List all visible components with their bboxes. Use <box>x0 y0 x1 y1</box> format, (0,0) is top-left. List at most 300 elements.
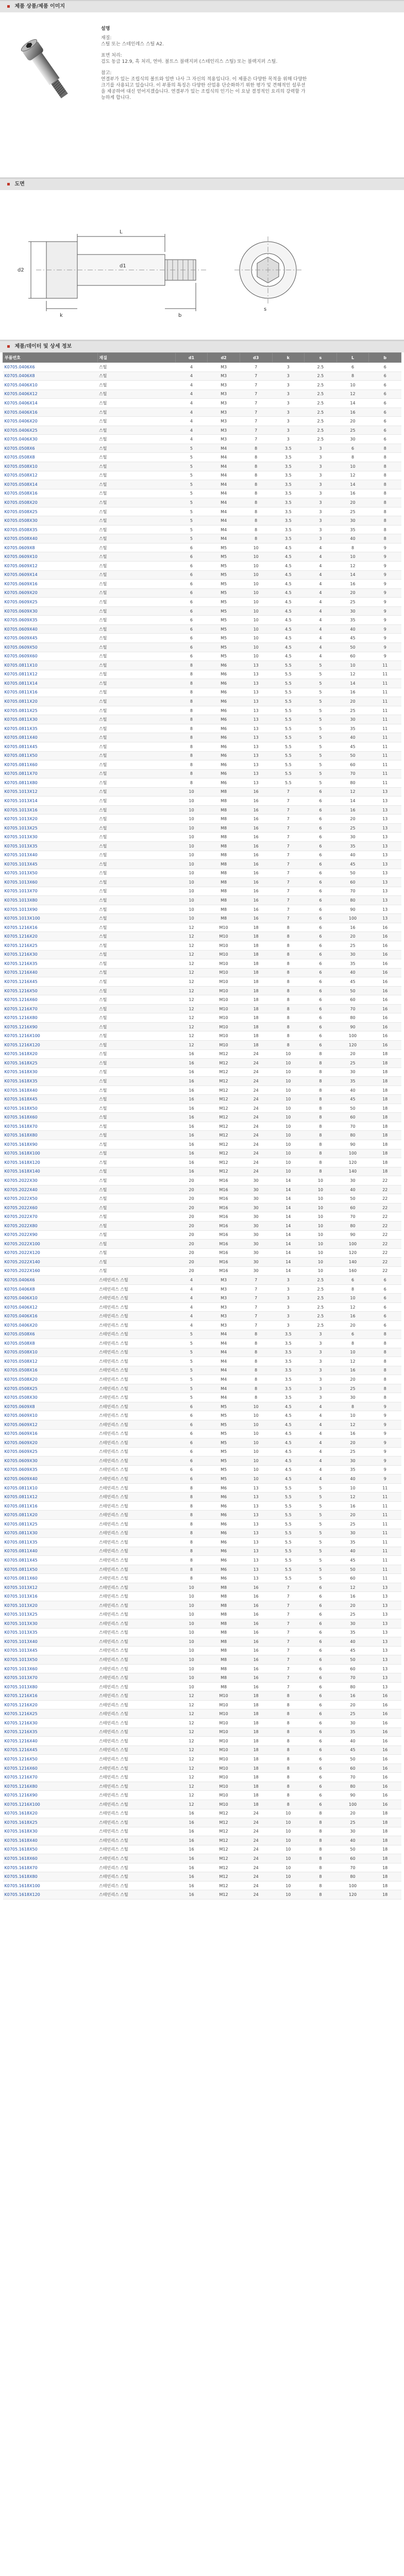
cell-l: 20 <box>336 1320 369 1330</box>
cell-part-no[interactable]: K0705.0811X60 <box>3 1574 98 1583</box>
cell-part-no[interactable]: K0705.1216X40 <box>3 1737 98 1746</box>
cell-s: 8 <box>305 1809 337 1818</box>
cell-s: 8 <box>305 1113 337 1122</box>
cell-part-no[interactable]: K0705.1216X45 <box>3 977 98 987</box>
cell-l: 25 <box>336 1384 369 1393</box>
cell-part-no[interactable]: K0705.0406X6 <box>3 1276 98 1285</box>
cell-material: 스틸 <box>97 878 175 887</box>
cell-part-no[interactable]: K0705.0811X12 <box>3 670 98 679</box>
cell-part-no[interactable]: K0705.0406X8 <box>3 1284 98 1294</box>
cell-l: 10 <box>336 1348 369 1357</box>
cell-part-no[interactable]: K0705.1013X16 <box>3 1592 98 1601</box>
cell-part-no[interactable]: K0705.0811X25 <box>3 1520 98 1529</box>
table-row <box>3 1845 401 1854</box>
cell-part-no[interactable]: K0705.1618X40 <box>3 1836 98 1845</box>
cell-d2: M10 <box>208 1719 240 1728</box>
cell-part-no[interactable]: K0705.0508X25 <box>3 507 98 516</box>
cell-part-no[interactable]: K0705.0609X12 <box>3 562 98 571</box>
cell-l: 30 <box>336 950 369 959</box>
cell-part-no[interactable]: K0705.1216X80 <box>3 1782 98 1791</box>
cell-part-no[interactable]: K0705.1618X120 <box>3 1890 98 1900</box>
cell-part-no[interactable]: K0705.0609X25 <box>3 1447 98 1456</box>
cell-d1: 8 <box>175 733 208 742</box>
cell-part-no[interactable]: K0705.2022X80 <box>3 1221 98 1230</box>
cell-part-no[interactable]: K0705.0508X40 <box>3 534 98 544</box>
cell-k: 4.5 <box>272 1420 305 1429</box>
cell-d1: 6 <box>175 1475 208 1484</box>
cell-part-no[interactable]: K0705.1618X70 <box>3 1122 98 1131</box>
cell-part-no[interactable]: K0705.0609X25 <box>3 598 98 607</box>
cell-l: 50 <box>336 986 369 995</box>
cell-part-no[interactable]: K0705.1618X90 <box>3 1140 98 1149</box>
cell-part-no[interactable]: K0705.0609X8 <box>3 543 98 552</box>
cell-part-no[interactable]: K0705.1216X45 <box>3 1745 98 1755</box>
cell-b: 8 <box>369 489 401 498</box>
cell-d1: 6 <box>175 570 208 580</box>
cell-part-no[interactable]: K0705.1618X120 <box>3 1158 98 1167</box>
cell-b: 13 <box>369 1601 401 1610</box>
cell-part-no[interactable]: K0705.0609X10 <box>3 552 98 562</box>
cell-part-no[interactable]: K0705.0406X12 <box>3 1302 98 1312</box>
cell-s: 6 <box>305 1737 337 1746</box>
cell-part-no[interactable]: K0705.1618X20 <box>3 1049 98 1059</box>
cell-part-no[interactable]: K0705.1013X45 <box>3 1646 98 1655</box>
cell-b: 6 <box>369 1302 401 1312</box>
cell-part-no[interactable]: K0705.1013X12 <box>3 1583 98 1592</box>
cell-part-no[interactable]: K0705.0811X35 <box>3 1538 98 1547</box>
cell-d1: 6 <box>175 1447 208 1456</box>
cell-l: 12 <box>336 562 369 571</box>
cell-part-no[interactable]: K0705.0508X8 <box>3 1339 98 1348</box>
cell-d3: 13 <box>240 715 272 724</box>
cell-part-no[interactable]: K0705.1013X40 <box>3 1637 98 1647</box>
cell-part-no[interactable]: K0705.1013X80 <box>3 896 98 905</box>
cell-d1: 10 <box>175 1619 208 1629</box>
cell-part-no[interactable]: K0705.0406X20 <box>3 1320 98 1330</box>
cell-k: 8 <box>272 1719 305 1728</box>
cell-l: 30 <box>336 1827 369 1836</box>
cell-k: 7 <box>272 1637 305 1647</box>
cell-part-no[interactable]: K0705.0406X6 <box>3 363 98 372</box>
cell-b: 9 <box>369 652 401 661</box>
cell-part-no[interactable]: K0705.1013X30 <box>3 1619 98 1629</box>
cell-part-no[interactable]: K0705.1216X80 <box>3 1013 98 1023</box>
cell-part-no[interactable]: K0705.0406X16 <box>3 408 98 417</box>
cell-part-no[interactable]: K0705.2022X40 <box>3 1185 98 1194</box>
cell-part-no[interactable]: K0705.1013X60 <box>3 1664 98 1673</box>
cell-d2: M6 <box>208 1565 240 1574</box>
cell-part-no[interactable]: K0705.1618X140 <box>3 1167 98 1176</box>
cell-part-no[interactable]: K0705.0508X10 <box>3 1348 98 1357</box>
cell-part-no[interactable]: K0705.1216X25 <box>3 941 98 951</box>
cell-part-no[interactable]: K0705.0609X12 <box>3 1420 98 1429</box>
cell-d1: 16 <box>175 1113 208 1122</box>
cell-part-no[interactable]: K0705.0811X14 <box>3 679 98 688</box>
cell-part-no[interactable]: K0705.1216X90 <box>3 1791 98 1800</box>
cell-part-no[interactable]: K0705.1216X60 <box>3 995 98 1005</box>
cell-part-no[interactable]: K0705.1216X20 <box>3 1700 98 1709</box>
cell-part-no[interactable]: K0705.2022X70 <box>3 1212 98 1222</box>
cell-d1: 10 <box>175 851 208 860</box>
cell-part-no[interactable]: K0705.0406X10 <box>3 1294 98 1303</box>
cell-s: 4 <box>305 580 337 589</box>
cell-d3: 13 <box>240 670 272 679</box>
cell-b: 9 <box>369 543 401 552</box>
cell-part-no[interactable]: K0705.1216X120 <box>3 1041 98 1050</box>
cell-k: 7 <box>272 1619 305 1629</box>
cell-b: 18 <box>369 1059 401 1068</box>
cell-d3: 13 <box>240 1556 272 1565</box>
cell-k: 3.5 <box>272 516 305 526</box>
cell-part-no[interactable]: K0705.0609X30 <box>3 1456 98 1466</box>
cell-material: 스테인리스 스틸 <box>97 1890 175 1900</box>
cell-part-no[interactable]: K0705.0406X30 <box>3 435 98 444</box>
cell-part-no[interactable]: K0705.2022X60 <box>3 1203 98 1212</box>
cell-part-no[interactable]: K0705.1618X45 <box>3 1095 98 1104</box>
cell-part-no[interactable]: K0705.0609X14 <box>3 570 98 580</box>
cell-part-no[interactable]: K0705.0811X12 <box>3 1493 98 1502</box>
cell-d3: 13 <box>240 661 272 670</box>
cell-part-no[interactable]: K0705.1013X25 <box>3 823 98 833</box>
cell-part-no[interactable]: K0705.0811X10 <box>3 1483 98 1493</box>
cell-part-no[interactable]: K0705.1618X100 <box>3 1149 98 1158</box>
cell-material: 스틸 <box>97 580 175 589</box>
cell-part-no[interactable]: K0705.1618X80 <box>3 1872 98 1882</box>
cell-k: 4.5 <box>272 606 305 616</box>
cell-part-no[interactable]: K0705.0609X35 <box>3 1465 98 1475</box>
table-row <box>3 1113 401 1122</box>
cell-part-no[interactable]: K0705.1216X16 <box>3 1691 98 1701</box>
cell-s: 4 <box>305 1465 337 1475</box>
cell-l: 25 <box>336 1610 369 1619</box>
cell-part-no[interactable]: K0705.1618X80 <box>3 1131 98 1140</box>
cell-s: 10 <box>305 1266 337 1276</box>
cell-part-no[interactable]: K0705.1013X60 <box>3 878 98 887</box>
cell-part-no[interactable]: K0705.1618X50 <box>3 1104 98 1113</box>
cell-k: 7 <box>272 1610 305 1619</box>
cell-part-no[interactable]: K0705.1618X60 <box>3 1113 98 1122</box>
cell-d1: 8 <box>175 1483 208 1493</box>
cell-l: 140 <box>336 1167 369 1176</box>
cell-part-no[interactable]: K0705.0406X12 <box>3 389 98 399</box>
cell-l: 100 <box>336 1881 369 1890</box>
cell-d3: 24 <box>240 1836 272 1845</box>
cell-part-no[interactable]: K0705.0811X20 <box>3 1511 98 1520</box>
cell-part-no[interactable]: K0705.0609X50 <box>3 642 98 652</box>
cell-part-no[interactable]: K0705.0811X80 <box>3 778 98 788</box>
cell-part-no[interactable]: K0705.0609X40 <box>3 1475 98 1484</box>
cell-s: 5 <box>305 1574 337 1583</box>
cell-material: 스테인리스 스틸 <box>97 1411 175 1420</box>
cell-s: 4 <box>305 624 337 634</box>
cell-part-no[interactable]: K0705.1013X35 <box>3 841 98 851</box>
cell-l: 40 <box>336 1637 369 1647</box>
cell-part-no[interactable]: K0705.1013X45 <box>3 860 98 869</box>
cell-d2: M12 <box>208 1863 240 1872</box>
cell-d3: 13 <box>240 778 272 788</box>
cell-part-no[interactable]: K0705.0609X20 <box>3 1438 98 1448</box>
cell-part-no[interactable]: K0705.0508X8 <box>3 453 98 462</box>
cell-part-no[interactable]: K0705.1216X50 <box>3 1755 98 1764</box>
cell-part-no[interactable]: K0705.0406X10 <box>3 381 98 390</box>
cell-part-no[interactable]: K0705.1013X70 <box>3 887 98 896</box>
cell-part-no[interactable]: K0705.0811X30 <box>3 1529 98 1538</box>
cell-part-no[interactable]: K0705.1618X25 <box>3 1818 98 1827</box>
cell-part-no[interactable]: K0705.1618X70 <box>3 1863 98 1872</box>
cell-material: 스틸 <box>97 1067 175 1077</box>
cell-d3: 30 <box>240 1266 272 1276</box>
cell-b: 6 <box>369 408 401 417</box>
cell-part-no[interactable]: K0705.0811X70 <box>3 769 98 778</box>
cell-d1: 5 <box>175 507 208 516</box>
cell-part-no[interactable]: K0705.2022X120 <box>3 1248 98 1258</box>
cell-part-no[interactable]: K0705.0508X30 <box>3 516 98 526</box>
cell-part-no[interactable]: K0705.0609X40 <box>3 624 98 634</box>
cell-s: 10 <box>305 1248 337 1258</box>
table-row <box>3 534 401 544</box>
cell-part-no[interactable]: K0705.1618X20 <box>3 1809 98 1818</box>
cell-d1: 16 <box>175 1809 208 1818</box>
cell-part-no[interactable]: K0705.1618X60 <box>3 1854 98 1863</box>
cell-part-no[interactable]: K0705.0811X45 <box>3 1556 98 1565</box>
cell-d1: 5 <box>175 1375 208 1384</box>
cell-part-no[interactable]: K0705.0811X35 <box>3 724 98 733</box>
cell-d1: 4 <box>175 371 208 381</box>
cell-part-no[interactable]: K0705.1216X100 <box>3 1800 98 1809</box>
cell-d2: M10 <box>208 932 240 941</box>
cell-part-no[interactable]: K0705.0609X45 <box>3 634 98 643</box>
cell-part-no[interactable]: K0705.0609X20 <box>3 588 98 598</box>
table-row <box>3 363 401 372</box>
table-row <box>3 1194 401 1204</box>
cell-part-no[interactable]: K0705.1618X30 <box>3 1067 98 1077</box>
cell-k: 5.5 <box>272 1511 305 1520</box>
cell-l: 30 <box>336 833 369 842</box>
cell-part-no[interactable]: K0705.1216X100 <box>3 1031 98 1041</box>
cell-l: 60 <box>336 995 369 1005</box>
cell-part-no[interactable]: K0705.0609X60 <box>3 652 98 661</box>
cell-part-no[interactable]: K0705.1013X20 <box>3 1601 98 1610</box>
cell-d3: 18 <box>240 968 272 977</box>
cell-d1: 12 <box>175 977 208 987</box>
cell-part-no[interactable]: K0705.1618X25 <box>3 1059 98 1068</box>
cell-part-no[interactable]: K0705.1618X100 <box>3 1881 98 1890</box>
cell-part-no[interactable]: K0705.0811X50 <box>3 751 98 760</box>
cell-d2: M8 <box>208 1610 240 1619</box>
cell-part-no[interactable]: K0705.0508X6 <box>3 444 98 453</box>
cell-part-no[interactable]: K0705.0811X16 <box>3 688 98 697</box>
cell-part-no[interactable]: K0705.1216X50 <box>3 986 98 995</box>
cell-d2: M8 <box>208 1655 240 1665</box>
cell-d3: 18 <box>240 959 272 969</box>
cell-part-no[interactable]: K0705.0811X25 <box>3 706 98 715</box>
cell-part-no[interactable]: K0705.0508X16 <box>3 1366 98 1375</box>
cell-material: 스테인리스 스틸 <box>97 1691 175 1701</box>
cell-d2: M5 <box>208 598 240 607</box>
cell-part-no[interactable]: K0705.1013X50 <box>3 1655 98 1665</box>
cell-d3: 16 <box>240 833 272 842</box>
table-row <box>3 851 401 860</box>
cell-part-no[interactable]: K0705.1618X40 <box>3 1086 98 1095</box>
cell-part-no[interactable]: K0705.0508X20 <box>3 498 98 507</box>
cell-part-no[interactable]: K0705.0508X10 <box>3 462 98 471</box>
cell-k: 10 <box>272 1149 305 1158</box>
table-row <box>3 1890 401 1900</box>
cell-part-no[interactable]: K0705.0811X50 <box>3 1565 98 1574</box>
cell-l: 25 <box>336 1520 369 1529</box>
cell-d3: 10 <box>240 1411 272 1420</box>
cell-part-no[interactable]: K0705.0811X30 <box>3 715 98 724</box>
cell-d2: M8 <box>208 1664 240 1673</box>
cell-part-no[interactable]: K0705.0508X12 <box>3 1357 98 1366</box>
cell-d3: 24 <box>240 1809 272 1818</box>
cell-k: 8 <box>272 950 305 959</box>
cell-k: 3.5 <box>272 498 305 507</box>
cell-part-no[interactable]: K0705.0508X30 <box>3 1393 98 1402</box>
cell-part-no[interactable]: K0705.1618X35 <box>3 1077 98 1086</box>
cell-material: 스테인리스 스틸 <box>97 1357 175 1366</box>
table-row <box>3 977 401 987</box>
cell-k: 5.5 <box>272 1556 305 1565</box>
cell-l: 45 <box>336 1646 369 1655</box>
cell-d2: M8 <box>208 869 240 878</box>
table-row <box>3 381 401 390</box>
surface-label: 표면 처리: <box>101 53 122 58</box>
cell-part-no[interactable]: K0705.1013X30 <box>3 833 98 842</box>
cell-part-no[interactable]: K0705.0811X20 <box>3 697 98 706</box>
table-row <box>3 1438 401 1448</box>
cell-part-no[interactable]: K0705.0811X45 <box>3 742 98 751</box>
cell-d3: 18 <box>240 986 272 995</box>
cell-d1: 6 <box>175 1438 208 1448</box>
cell-part-no[interactable]: K0705.2022X90 <box>3 1230 98 1240</box>
cell-part-no[interactable]: K0705.1216X70 <box>3 1004 98 1013</box>
cell-part-no[interactable]: K0705.1216X30 <box>3 950 98 959</box>
cell-part-no[interactable]: K0705.1216X20 <box>3 932 98 941</box>
cell-part-no[interactable]: K0705.2022X160 <box>3 1266 98 1276</box>
cell-part-no[interactable]: K0705.1013X14 <box>3 796 98 806</box>
cell-part-no[interactable]: K0705.1013X20 <box>3 815 98 824</box>
cell-l: 40 <box>336 1475 369 1484</box>
cell-part-no[interactable]: K0705.2022X100 <box>3 1240 98 1249</box>
cell-part-no[interactable]: K0705.1013X80 <box>3 1682 98 1691</box>
cell-b: 11 <box>369 661 401 670</box>
cell-part-no[interactable]: K0705.0609X8 <box>3 1402 98 1411</box>
cell-b: 11 <box>369 1556 401 1565</box>
cell-part-no[interactable]: K0705.0508X12 <box>3 471 98 480</box>
cell-part-no[interactable]: K0705.0811X10 <box>3 661 98 670</box>
cell-part-no[interactable]: K0705.0406X8 <box>3 371 98 381</box>
cell-part-no[interactable]: K0705.0508X6 <box>3 1330 98 1339</box>
cell-part-no[interactable]: K0705.1013X40 <box>3 851 98 860</box>
cell-l: 60 <box>336 760 369 770</box>
cell-part-no[interactable]: K0705.1013X90 <box>3 905 98 914</box>
cell-k: 7 <box>272 905 305 914</box>
cell-s: 8 <box>305 1881 337 1890</box>
table-row <box>3 986 401 995</box>
cell-part-no[interactable]: K0705.1013X12 <box>3 787 98 796</box>
cell-part-no[interactable]: K0705.1216X70 <box>3 1773 98 1782</box>
cell-part-no[interactable]: K0705.1216X25 <box>3 1709 98 1719</box>
cell-l: 40 <box>336 851 369 860</box>
cell-part-no[interactable]: K0705.2022X50 <box>3 1194 98 1204</box>
cell-s: 8 <box>305 1067 337 1077</box>
cell-part-no[interactable]: K0705.0406X20 <box>3 417 98 426</box>
cell-part-no[interactable]: K0705.0609X16 <box>3 1429 98 1438</box>
cell-part-no[interactable]: K0705.1013X16 <box>3 805 98 815</box>
cell-part-no[interactable]: K0705.0508X20 <box>3 1375 98 1384</box>
cell-d3: 24 <box>240 1104 272 1113</box>
cell-part-no[interactable]: K0705.0609X30 <box>3 606 98 616</box>
cell-part-no[interactable]: K0705.1013X25 <box>3 1610 98 1619</box>
cell-part-no[interactable]: K0705.0508X25 <box>3 1384 98 1393</box>
cell-part-no[interactable]: K0705.0811X60 <box>3 760 98 770</box>
cell-k: 5.5 <box>272 742 305 751</box>
cell-b: 8 <box>369 462 401 471</box>
cell-d1: 16 <box>175 1122 208 1131</box>
cell-part-no[interactable]: K0705.1216X90 <box>3 1022 98 1031</box>
cell-part-no[interactable]: K0705.1216X16 <box>3 923 98 932</box>
cell-l: 20 <box>336 815 369 824</box>
cell-part-no[interactable]: K0705.2022X140 <box>3 1258 98 1267</box>
cell-d2: M4 <box>208 489 240 498</box>
cell-part-no[interactable]: K0705.0406X16 <box>3 1312 98 1321</box>
cell-part-no[interactable]: K0705.0811X40 <box>3 1547 98 1556</box>
cell-part-no[interactable]: K0705.1618X50 <box>3 1845 98 1854</box>
cell-part-no[interactable]: K0705.1618X30 <box>3 1827 98 1836</box>
cell-part-no[interactable]: K0705.1216X35 <box>3 959 98 969</box>
cell-part-no[interactable]: K0705.0811X16 <box>3 1501 98 1511</box>
cell-part-no[interactable]: K0705.1216X30 <box>3 1719 98 1728</box>
cell-part-no[interactable]: K0705.1216X35 <box>3 1727 98 1737</box>
cell-part-no[interactable]: K0705.0609X16 <box>3 580 98 589</box>
cell-d2: M5 <box>208 552 240 562</box>
cell-part-no[interactable]: K0705.0508X14 <box>3 480 98 489</box>
cell-part-no[interactable]: K0705.0811X40 <box>3 733 98 742</box>
cell-part-no[interactable]: K0705.0508X35 <box>3 525 98 534</box>
cell-l: 16 <box>336 1429 369 1438</box>
cell-part-no[interactable]: K0705.1013X70 <box>3 1673 98 1683</box>
cell-l: 8 <box>336 1339 369 1348</box>
cell-part-no[interactable]: K0705.1013X100 <box>3 914 98 923</box>
cell-l: 45 <box>336 1556 369 1565</box>
cell-part-no[interactable]: K0705.0406X25 <box>3 426 98 435</box>
cell-k: 3.5 <box>272 453 305 462</box>
cell-d3: 16 <box>240 1583 272 1592</box>
cell-material: 스틸 <box>97 805 175 815</box>
cell-b: 18 <box>369 1113 401 1122</box>
cell-k: 10 <box>272 1854 305 1863</box>
cell-material: 스테인리스 스틸 <box>97 1709 175 1719</box>
cell-part-no[interactable]: K0705.1216X60 <box>3 1764 98 1773</box>
cell-d3: 24 <box>240 1059 272 1068</box>
cell-part-no[interactable]: K0705.0508X16 <box>3 489 98 498</box>
cell-part-no[interactable]: K0705.0609X10 <box>3 1411 98 1420</box>
cell-part-no[interactable]: K0705.1216X40 <box>3 968 98 977</box>
table-row <box>3 652 401 661</box>
cell-part-no[interactable]: K0705.0406X14 <box>3 399 98 408</box>
cell-k: 7 <box>272 1655 305 1665</box>
cell-l: 40 <box>336 624 369 634</box>
cell-part-no[interactable]: K0705.2022X30 <box>3 1176 98 1185</box>
cell-k: 5.5 <box>272 661 305 670</box>
cell-part-no[interactable]: K0705.1013X35 <box>3 1628 98 1637</box>
cell-material: 스테인리스 스틸 <box>97 1782 175 1791</box>
cell-material: 스틸 <box>97 1104 175 1113</box>
cell-d2: M16 <box>208 1248 240 1258</box>
cell-part-no[interactable]: K0705.1013X50 <box>3 869 98 878</box>
cell-part-no[interactable]: K0705.0609X35 <box>3 616 98 625</box>
